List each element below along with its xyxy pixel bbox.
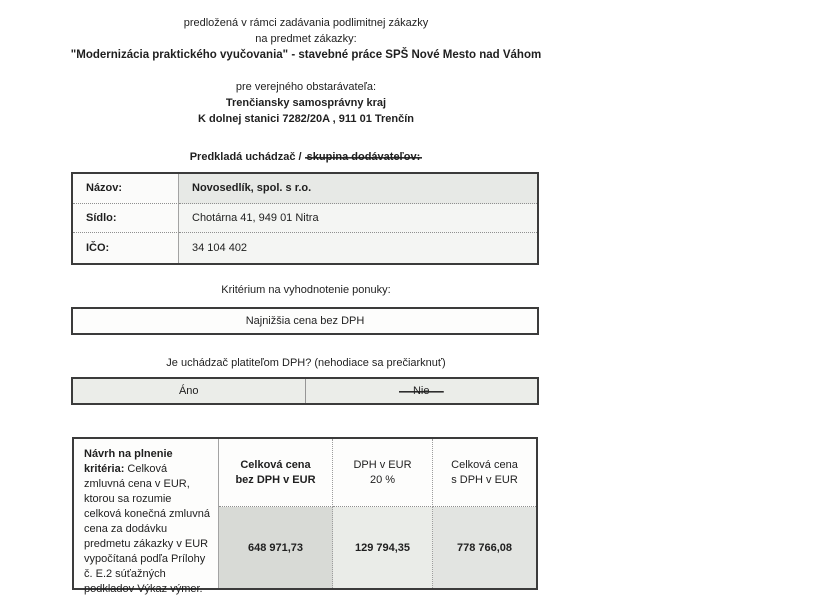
authority-address: K dolnej stanici 7282/20A , 911 01 Trenčín (197, 113, 415, 125)
bidder-name-label: Názov: (73, 174, 179, 204)
price-value-net: 648 971,73 (219, 507, 333, 588)
header-line-1: predložená v rámci zadávania podlimitnej zákazky (183, 17, 429, 29)
price-header-net (219, 439, 333, 507)
price-header-gross (433, 439, 536, 507)
bidder-heading (0, 151, 612, 163)
bidder-ico-label: IČO: (73, 233, 179, 263)
bidder-address-value: Chotárna 41, 949 01 Nitra (179, 204, 537, 234)
price-header-vat-line2: 20 % (369, 473, 396, 486)
header-title: "Modernizácia praktického vyučovania" - stavebné práce SPŠ Nové Mesto nad Váhom (70, 49, 542, 61)
price-table-intro (74, 439, 219, 595)
bidder-ico-value: 34 104 402 (179, 233, 537, 263)
vat-no-cell (306, 379, 538, 403)
criterion-heading: Kritérium na vyhodnotenie ponuky: (221, 284, 391, 296)
bidder-name-value: Novosedlík, spol. s r.o. (179, 174, 537, 204)
price-header-vat-line1: DPH v EUR (353, 458, 412, 471)
price-intro-bold: Návrh na plnenie kritéria: (84, 448, 173, 475)
price-header-gross-line2: s DPH v EUR (451, 473, 518, 486)
vat-yes-text: Áno (178, 385, 199, 397)
vat-no-text: Nie (399, 385, 444, 397)
price-header-net-line1: Celková cena (240, 458, 311, 471)
price-header-vat (333, 439, 433, 507)
criterion-value: Najnižšia cena bez DPH (245, 315, 365, 327)
price-header-gross-line1: Celková cena (451, 458, 518, 471)
authority-name: Trenčiansky samosprávny kraj (225, 97, 387, 109)
criterion-box (71, 307, 539, 335)
price-table (72, 437, 538, 595)
price-value-gross: 778 766,08 (433, 507, 536, 588)
vat-heading: Je uchádzač platiteľom DPH? (nehodiace sa prečiarknuť) (166, 357, 446, 369)
bidder-heading-text: Predkladá uchádzač / (189, 151, 305, 163)
bidder-heading-struck-text: skupina dodávateľov: (306, 151, 421, 163)
price-header-net-line2: bez DPH v EUR (235, 473, 316, 486)
price-intro-text: Celková zmluvná cena v EUR, ktorou sa rozumie celková konečná zmluvná cena za dodávku predmetu zákazky v EUR vypočítaná podľa Prílohy č. E.2 súťažných podkladov Výkaz výmer. (84, 463, 210, 595)
vat-box (71, 377, 539, 405)
price-value-vat: 129 794,35 (333, 507, 433, 588)
header-line-2: na predmet zákazky: (255, 33, 357, 45)
document-header (0, 15, 612, 63)
bidder-table (71, 172, 539, 265)
contracting-authority-block (0, 79, 612, 127)
vat-yes-cell (73, 379, 306, 403)
authority-intro: pre verejného obstarávateľa: (235, 81, 377, 93)
bidder-address-label: Sídlo: (73, 204, 179, 234)
